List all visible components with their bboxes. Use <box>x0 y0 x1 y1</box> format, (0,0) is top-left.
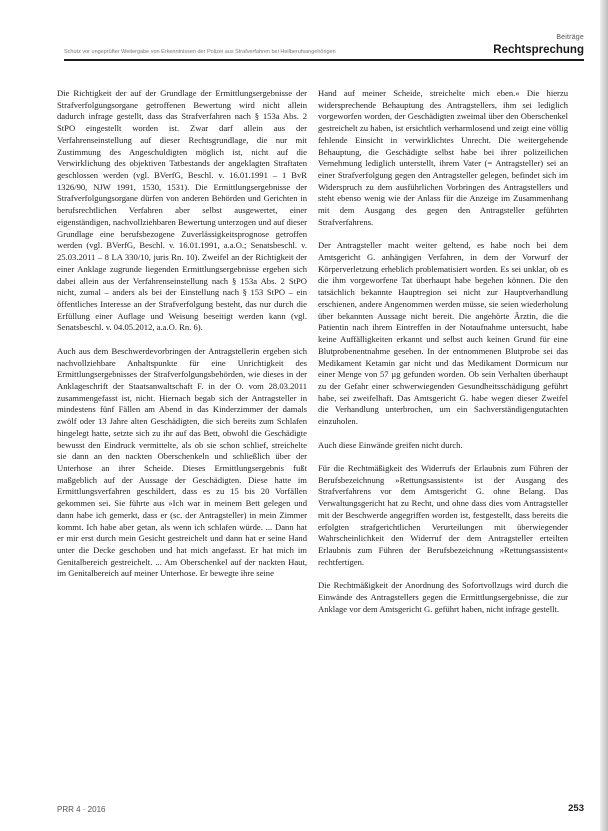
journal-issue: PRR 4 · 2016 <box>57 805 106 814</box>
paragraph: Die Richtigkeit der auf der Grundlage der Ermittlungsergebnisse der Strafverfolgungsorgane getroffenen Bewertung wird nicht allein dadurch infrage gestellt, dass das Strafverfahren nach § 153a Abs. 2 StPO eingestellt worden ist. Zwar darf allein aus der Verfahrenseinstellung auf dieser Rechtsgrundlage, die nur mit Zustimmung des Angeschuldigten möglich ist, nicht auf die Verwirklichung des objektiven Tatbestands der angeklagten Straftaten geschlossen werden (vgl. BVerfG, Beschl. v. 16.01.1991 – 1 BvR 1326/90, NJW 1991, 1530, 1531). Die Ermittlungsergebnisse der Strafverfolgungsorgane dürfen von anderen Behörden und Gerichten in berufsrechtlichen Verfahren aber selbst ausgewertet, einer eigenständigen, nachvollziehbaren Bewertung unterzogen und auf dieser Grundlage eine berufsbezogene Zuverlässigkeitsprognose getroffen werden (vgl. BVerfG, Beschl. v. 16.01.1991, a.a.O.; Senatsbeschl. v. 25.03.2011 – 8 LA 330/10, juris Rn. 10). Zweifel an der Richtigkeit der einer Anklage zugrunde liegenden Ermittlungsergebnisse ergeben sich dabei allein aus der Verfahrenseinstellung nach § 153a Abs. 2 StPO nicht, zumal – anders als bei der Einstellung nach § 153 StPO – ein öffentliches Interesse an der Strafverfolgung besteht, das nur durch die Erfüllung einer Auflage und Weisung beseitigt werden kann (vgl. Senatsbeschl. v. 04.05.2012, a.a.O. Rn. 6). <box>57 88 307 333</box>
paragraph: Auch diese Einwände greifen nicht durch. <box>318 439 463 450</box>
right-column <box>318 88 568 803</box>
section-title: Rechtsprechung <box>493 44 584 56</box>
paragraph: Der Antragsteller macht weiter geltend, es habe noch bei dem Amtsgericht G. anhängigen Verfahren, in dem der Vorwurf der Körperverletzung erheblich problematisiert worden. Es sei unklar, ob es die ihm vorgeworfene Tat überhaupt habe begehen können. Die den tatsächlich bekannte Hauptregion sei nicht zur Hauptverhandlung erschienen, andere Angenommen werden müsse, sie seien wiederholung über bekannten Aussage nicht bereit. Die angehörte Ärztin, die die Patientin nach ihrem Eintreffen in der Notaufnahme untersucht, habe keine Auffälligkeiten erkannt und selbst auch keinen Grund für eine Blutprobenentnahme gesehen. In der entnommenen Blutprobe sei das Medikament Ketamin gar nicht und das Medikament Dormicum nur einer Menge von 57 µg gefunden worden. Ob sein Verhalten überhaupt zu der Gefahr einer schwerwiegenden Gesundheitsschädigung geführt habe, sei zweifelhaft. Das Amtsgericht G. habe wegen dieser Zweifel die Verhandlung unterbrochen, um ein Sachverständigengutachten einzuholen. <box>318 240 568 427</box>
paragraph: Hand auf meiner Scheide, streichelte mich eben.« Die hierzu widersprechende Behauptung des Antragstellers, ihm sei lediglich vorgeworfen worden, der Geschädigten zweimal über den Oberschenkel gestreichelt zu haben, ist ersichtlich verharmlosend und zeigt eine völlig fehlende Einsicht in verwirklichtes Unrecht. Die weitergehende Behauptung, die Geschädigte selbst habe bei ihrer polizeilichen Vernehmung lediglich unterstellt, ihrem Vater (= Antragsteller) sei an einer Strafverfolgung gegen den Antragsteller gelegen, befindet sich im Widerspruch zu dem ausführlichen Vorbringen des Antragstellers und steht ebenso wenig wie der Anlass für die Anzeige im Zusammenhang mit dem Ausgang des gegen den Antragsteller geführten Strafverfahrens. <box>318 88 568 227</box>
paragraph: Für die Rechtmäßigkeit des Widerrufs der Erlaubnis zum Führen der Berufsbezeichnung »Rettungsassistent« ist der Ausgang des Strafverfahrens vor dem Amtsgericht G. ohne Belang. Das Verwaltungsgericht hat zu Recht, und ohne dass dies vom Antragsteller mit der Beschwerde angegriffen worden ist, festgestellt, dass bereits die erfolgten strafgerichtlichen Verurteilungen mit überwiegender Wahrscheinlichkeit den Widerruf der dem Antragsteller erteilten Erlaubnis zum Führen der Berufsbezeichnung »Rettungsassistent« rechtfertigen. <box>318 462 568 567</box>
page-number: 253 <box>568 803 584 814</box>
left-column <box>57 88 307 803</box>
running-header <box>64 45 584 61</box>
page-footer <box>57 803 584 817</box>
page-label: Beiträge <box>556 34 584 41</box>
paragraph: Auch aus dem Beschwerdevorbringen der Antragstellerin ergeben sich nachvollziehbare Anhaltspunkte für eine Unrichtigkeit des Ermittlungsergebnisses der Strafverfolgungsbehörden, wie dieses in der Anklageschrift der Staatsanwaltschaft F. in der O. vom 28.03.2011 zusammengefasst ist, nicht. Hiernach begab sich der Antragsteller in mindestens fünf Fällen am Abend in das Kinderzimmer der damals zwölf oder 13 Jahre alten Geschädigten, die sich bereits zum Schlafen hingelegt hatte, setzte sich zu ihr auf das Bett, obwohl die Geschädigte bewusst den Eindruck vermittelte, als ob sie schon schlief, streichelte sie dann an den nackten Oberschenkeln und schließlich über der Unterhose an ihrer Scheide. Dieses Ermittlungsergebnis fußt maßgeblich auf der Aussage der Geschädigten. Diese hatte im Ermittlungsverfahren geschildert, dass es zu 15 bis 20 Vorfällen gekommen sei. Sie führte aus »Ich war in meinem Bett gelegen und dann habe ich gemerkt, dass er (sc. der Antragsteller) in mein Zimmer kommt. Ich habe aber getan, als wenn ich schlafen würde. ... Dann hat er mir erst durch mein Gesicht gestreichelt und dann hat er seine Hand unter die Decke geschoben und hat mich angefasst. Er hat mich im Genitalbereich gestreichelt. ... Am Oberschenkel auf der nackten Haut, im Genitalbereich auf meiner Unterhose. Er bewegte ihre seine <box>57 345 307 579</box>
page-fold-shadow <box>600 0 608 831</box>
header-subtitle: Schutz vor ungeprüfter Weitergabe von Erkenntnissen der Polizei aus Strafverfahren bei Heilberufsangehörigen <box>64 49 336 55</box>
paragraph: Die Rechtmäßigkeit der Anordnung des Sofortvollzugs wird durch die Einwände des Antragstellers gegen die Ermittlungsergebnisse, die zur Anklage vor dem Amtsgericht G. geführt haben, nicht infrage gestellt. <box>318 580 568 614</box>
